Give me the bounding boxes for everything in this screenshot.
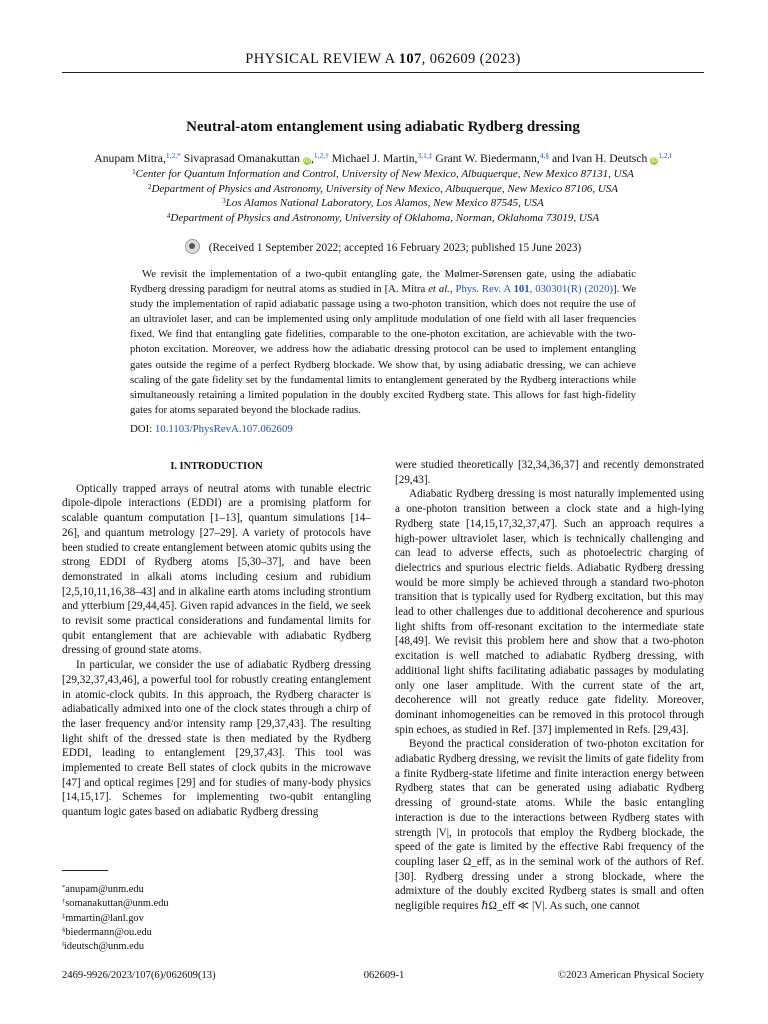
affiliation: $^2$Department of Physics and Astronomy, University of New Mexico, Albuquerque, New Mexico 87106, USA bbox=[147, 182, 618, 195]
email-link[interactable]: anupam@unm.edu bbox=[65, 884, 144, 895]
abstract-reference-link[interactable]: Phys. Rev. A 101, 030301(R) (2020) bbox=[455, 283, 614, 296]
intro-paragraph: Optically trapped arrays of neutral atoms with tunable electric dipole-dipole interactions (EDDI) are a promising platform for scalable quantum computation [1–13], quantum simulations [14–26], and quantum metrology [27–29]. A variety of protocols have been studied to create entanglement between atomic qubits using the strong EDDI of Rydberg atoms [5,30–37], and have been demonstrated in alkali atoms including cesium and rubidium [2,5,10,11,16,38–43] and in alkaline earth atoms including strontium and ytterbium [29,44,45]. Given rapid advances in the field, we seek to revisit some practical considerations and fundamental limits for qubit entanglement that are achievable with adiabatic Rydberg dressing of ground state atoms. bbox=[62, 482, 371, 657]
email-link[interactable]: somanakuttan@unm.edu bbox=[65, 898, 169, 910]
affiliation: $^4$Department of Physics and Astronomy, University of Oklahoma, Norman, Oklahoma 73019, USA bbox=[166, 211, 600, 224]
doi-line: DOI: 10.1103/PhysRevA.107.062609 bbox=[130, 423, 293, 435]
intro-paragraph: were studied theoretically [32,34,36,37] and recently demonstrated [29,43]. bbox=[395, 459, 704, 486]
journal-volume: 107 bbox=[398, 51, 422, 67]
footnote: *anupam@unm.edu bbox=[62, 884, 144, 895]
author-5-affil[interactable]: 1,2,‖ bbox=[658, 151, 672, 160]
paper-title: Neutral-atom entanglement using adiabatic Rydberg dressing bbox=[186, 119, 580, 135]
right-column bbox=[395, 458, 704, 914]
orcid-icon[interactable]: iD bbox=[651, 158, 658, 164]
author-3-affil[interactable]: 3,1,‡ bbox=[417, 151, 433, 160]
left-column bbox=[62, 458, 371, 820]
journal-header bbox=[62, 51, 704, 68]
author-2-affil[interactable]: 1,2,† bbox=[313, 151, 329, 160]
author-1[interactable]: Anupam Mitra,$^{1,2,*}$ bbox=[94, 151, 181, 165]
abstract: We revisit the implementation of a two-qubit entangling gate, the Mølmer-Sørensen gate, using the adiabatic Rydberg dressing paradigm for neutral atoms as studied in [A. Mitra et al., Phys. Rev. A 101, 030301(R) (2020)]. We study the implementation of rapid adiabatic passage using a two-photon transition, which does not require the use of an ultraviolet laser, and can be implemented using only amplitude modulation of one field with all laser frequencies fixed. We find that entangling gate fidelities, comparable to the one-photon excitation, are achievable with the two-photon excitation. Moreover, we address how the adiabatic dressing protocol can be used to implement entangling gates outside the regime of a perfect Rydberg blockade. We show that, by using adiabatic dressing, we can achieve scaling of the gate fidelity set by the fundamental limits to entanglement generated by the Rydberg interactions while simultaneously retaining a limited population in the doubly excited Rydberg state. This allows for fast high-fidelity gates for atoms separated beyond the blockade radius. bbox=[130, 268, 636, 416]
intro-paragraph: Beyond the practical consideration of two-photon excitation for adiabatic Rydberg dressing, we revisit the limits of gate fidelity from a finite Rydberg-state lifetime and finite interaction energy between Rydberg states that can be generated using adiabatic Rydberg dressing of ground-state atoms. While the basic entangling interaction is due to the interactions between Rydberg states with strength |V|, in protocols that employ the Rydberg blockade, the speed of the gate is limited by the effective Rabi frequency of the coupling laser Ω_eff, as in the seminal work of the authors of Ref. [30]. Rydberg dressing under a strong blockade, where the admixture of the doubly excited Rydberg states is small and often negligible requires ℏΩ_eff ≪ |V|. As such, one cannot bbox=[395, 738, 704, 913]
footnote: ‖ideutsch@unm.edu bbox=[62, 941, 145, 953]
affiliation: $^1$Center for Quantum Information and Control, University of New Mexico, Albuquerque, New Mexico 87131, USA bbox=[132, 168, 634, 180]
received-dates bbox=[62, 239, 704, 254]
author-4[interactable]: Grant W. Biedermann,$^{4,\S}$ bbox=[435, 151, 550, 165]
footnote-rule bbox=[62, 870, 108, 871]
check-for-updates-icon[interactable] bbox=[185, 239, 200, 254]
affiliation: $^3$Los Alamos National Laboratory, Los Alamos, New Mexico 87545, USA bbox=[222, 197, 544, 210]
author-list bbox=[62, 152, 704, 165]
author-5[interactable]: and Ivan H. Deutsch $iD^{1,2,‖}$ bbox=[551, 151, 672, 165]
footnotes bbox=[62, 883, 169, 954]
affiliations bbox=[62, 167, 704, 225]
doi-link[interactable]: 10.1103/PhysRevA.107.062609 bbox=[154, 423, 293, 435]
footnote: †somanakuttan@unm.edu bbox=[62, 898, 169, 910]
footer-page-number: 062609-1 bbox=[363, 970, 405, 981]
intro-paragraph: Adiabatic Rydberg dressing is most naturally implemented using a one-photon transition between a clock state and a high-lying Rydberg state [14,15,17,32,37,47]. Such an approach requires a high-power ultraviolet laser, which is technically challenging and can lead to adverse effects, such as photoelectric charging of dielectrics and spurious electric fields. Adiabatic Rydberg dressing would be more simply be achieved through a standard two-photon transition that is typically used for Rydberg excitation, but this may lead to other challenges due to additional decoherence and spurious light shifts from off-resonant excitation to the intermediate state [48,49]. We revisit this problem here and show that a two-photon excitation is well matched to adiabatic Rydberg dressing, with additional light shifts facilitating adiabatic passages by modulating only one laser amplitude. With the current state of the art, decoherence will not greatly reduce gate fidelity. Moreover, dominant inhomogeneities can be removed in this protocol through spin echoes, as studied in Ref. [37] implemented in Refs. [29,43]. bbox=[395, 488, 704, 736]
email-link[interactable]: mmartin@lanl.gov bbox=[65, 912, 144, 924]
email-link[interactable]: ideutsch@unm.edu bbox=[63, 941, 145, 953]
orcid-icon[interactable]: iD bbox=[304, 158, 310, 164]
footnote: ‡mmartin@lanl.gov bbox=[62, 912, 144, 924]
email-link[interactable]: biedermann@ou.edu bbox=[65, 926, 152, 938]
header-rule bbox=[62, 72, 704, 73]
journal-name: PHYSICAL REVIEW A bbox=[245, 51, 395, 67]
author-4-affil[interactable]: 4,§ bbox=[539, 151, 550, 160]
author-2[interactable]: Sivaprasad Omanakuttan iD,$^{1,2,\dagger}$ bbox=[183, 151, 329, 165]
section-heading: I. INTRODUCTION bbox=[170, 461, 263, 472]
footer-copyright: ©2023 American Physical Society bbox=[557, 970, 704, 981]
footnote: §biedermann@ou.edu bbox=[62, 926, 152, 938]
footer-issn: 2469-9926/2023/107(6)/062609(13) bbox=[62, 970, 216, 981]
author-1-affil[interactable]: 1,2,* bbox=[165, 151, 181, 160]
received-text: (Received 1 September 2022; accepted 16 February 2023; published 15 June 2023) bbox=[208, 242, 582, 254]
journal-citation: , 062609 (2023) bbox=[421, 51, 521, 67]
intro-paragraph: In particular, we consider the use of adiabatic Rydberg dressing [29,32,37,43,46], a powerful tool for robustly creating entanglement in atomic-clock qubits. In this approach, the Rydberg character is adiabatically admixed into one of the clock states through a chirp of the laser frequency and/or intensity ramp [29,37,43]. The resulting light shift of the dressed state is then mediated by the Rydberg EDDI, leading to entanglement [29,37,43]. This tool was implemented to create Bell states of clock qubits in the microwave [47] and optical regimes [29] and for studies of many-body physics [14,15,17]. Schemes for implementing two-qubit entangling quantum logic gates based on adiabatic Rydberg dressing bbox=[62, 659, 371, 819]
author-3[interactable]: Michael J. Martin,$^{3,1,\ddagger}$ bbox=[331, 151, 433, 165]
